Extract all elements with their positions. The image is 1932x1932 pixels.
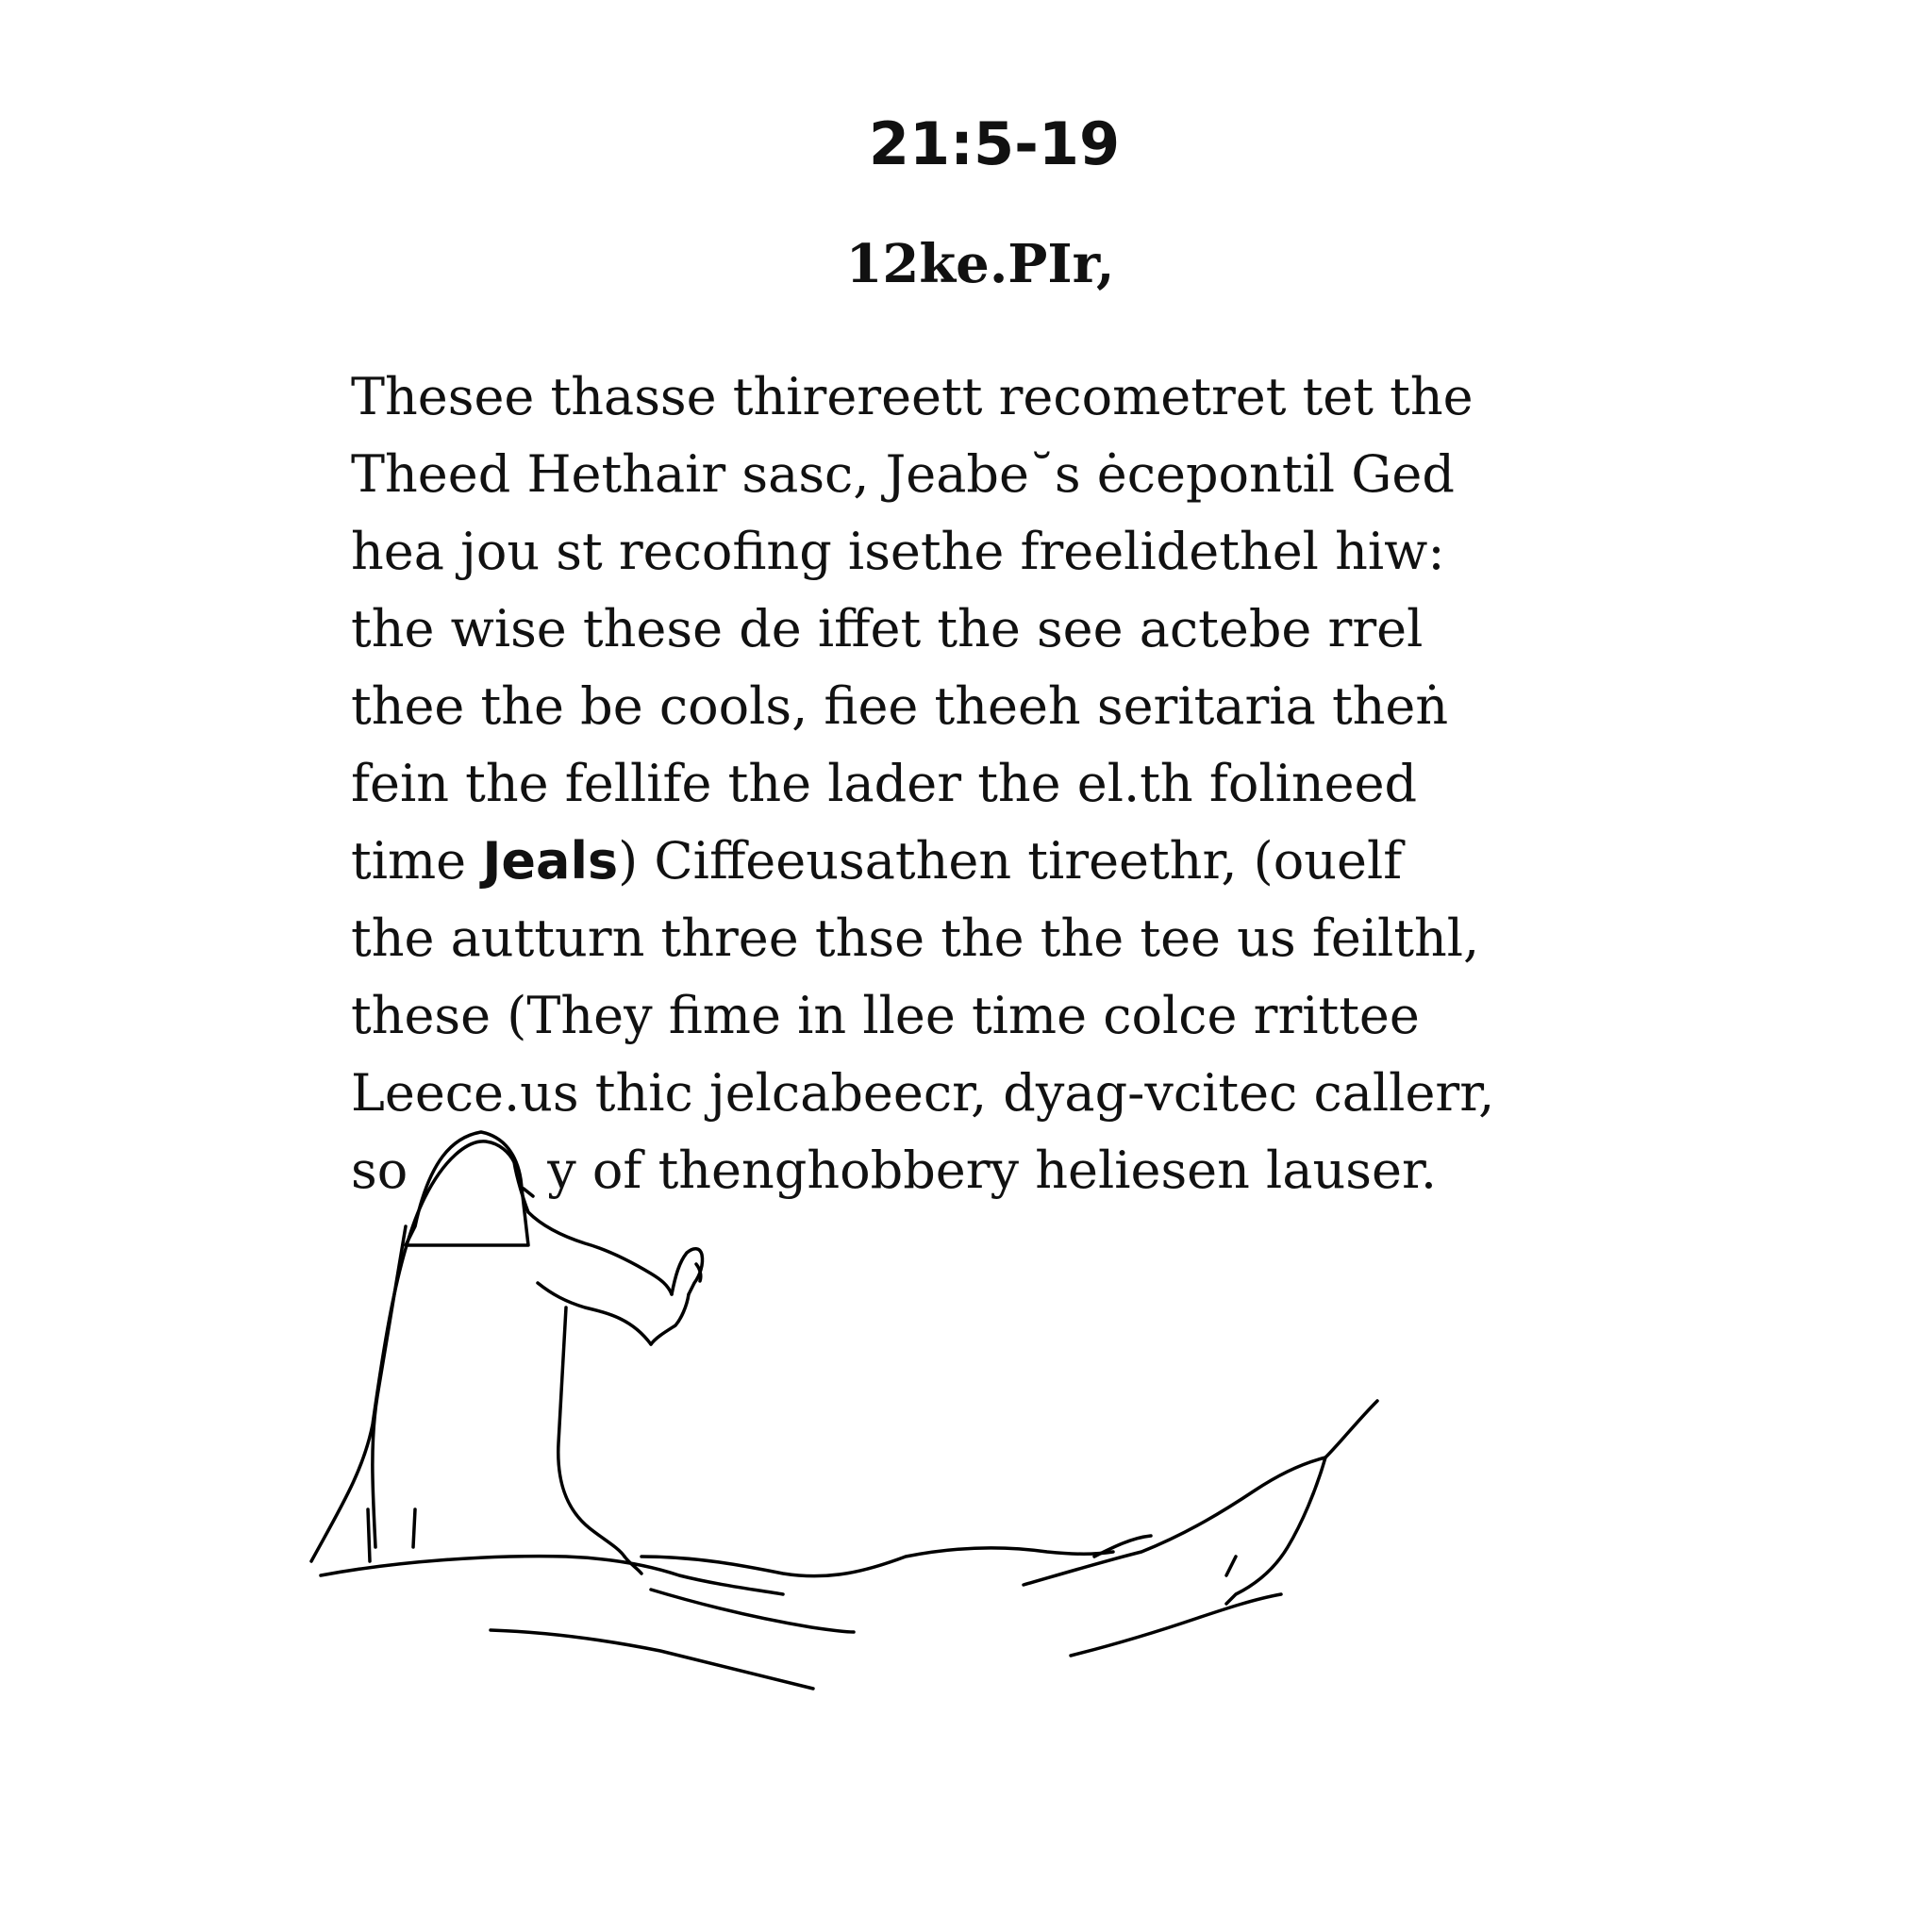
figure-hood-front — [514, 1162, 528, 1212]
ground-line — [491, 1630, 813, 1689]
passage-line: the wise these de iffet the see actebe rrel — [351, 599, 1424, 658]
figure-robe-hem-mark — [368, 1509, 370, 1561]
figure-robe-fold — [373, 1226, 406, 1547]
passage-line: fein the fellife the lader the el.th folineed — [351, 754, 1418, 813]
passage-line: these (They fime in llee time colce rrittee — [351, 986, 1420, 1045]
figure-wrist — [651, 1294, 689, 1344]
distant-hill-detail — [1094, 1536, 1151, 1557]
passage-line: the autturn three thse the the tee us feilthl, — [351, 908, 1480, 968]
figure-arm-upper — [528, 1212, 672, 1294]
figure-robe-hem-mark — [413, 1509, 415, 1547]
ground-line — [641, 1548, 1113, 1576]
distant-hill-peak — [1325, 1401, 1377, 1457]
passage-line-end: ) Ciffeeusathen tireethr, (ouelf — [618, 831, 1403, 891]
passage-line-start: time — [351, 831, 483, 891]
passage-subtitle: 12ke.PIr, — [845, 233, 1115, 295]
passage-last-line-end: y of thenghobbery heliesen lauser. — [547, 1141, 1438, 1200]
figure-sleeve-lower — [538, 1283, 651, 1344]
ground-line — [651, 1590, 854, 1632]
passage-line: Thesee thasse thirereett recometret tet the — [351, 367, 1474, 426]
chapter-reference: 21:5-19 — [868, 109, 1121, 178]
passage-line: hea jou st recofing isethe freelidethel hiw: — [351, 522, 1445, 581]
passage-line: Leece.us thic jelcabeecr, dyag-vcitec callerr, — [351, 1063, 1495, 1123]
ground-line-right — [1071, 1594, 1281, 1656]
figure-face-mark — [524, 1189, 533, 1196]
emphasized-word: Jeals — [482, 831, 619, 891]
figure-raised-hand — [672, 1249, 703, 1294]
distant-hill — [1024, 1457, 1325, 1585]
distant-hill-detail — [1226, 1557, 1236, 1575]
passage-last-line-start: so — [351, 1141, 408, 1200]
figure-head-backing — [406, 1132, 528, 1245]
passage-line: thee the be cools, fiee theeh seritaria theṅ — [351, 676, 1449, 736]
figure-hood-outline — [311, 1141, 514, 1561]
passage-line: Theed Hethair sasc, Jeabe˘s ėcepontil Ged — [351, 444, 1455, 504]
figure-robe-front — [558, 1307, 625, 1557]
